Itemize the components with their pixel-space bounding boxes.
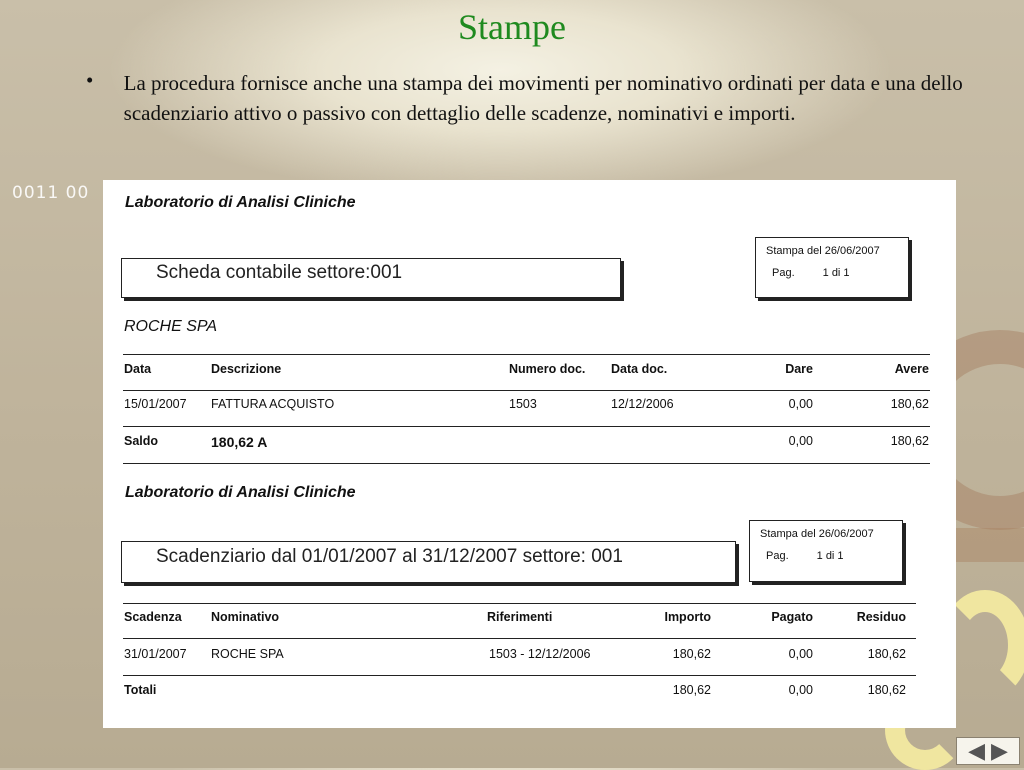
col-header-data: Data: [124, 362, 152, 376]
table-cell: 180,62: [890, 397, 929, 411]
saldo-dare: 0,00: [788, 434, 813, 448]
col-header-data-doc: Data doc.: [611, 362, 668, 376]
table-cell: 1503: [509, 397, 537, 411]
col-header-dare: Dare: [785, 362, 813, 376]
report-title-box: [121, 258, 621, 298]
bullet-icon: •: [86, 68, 94, 92]
report-title: Scadenziario dal 01/01/2007 al 31/12/2007 settore: 001: [156, 546, 623, 567]
col-header-nominativo: Nominativo: [211, 610, 280, 624]
binary-decoration: 0011 00: [12, 183, 90, 203]
page-indicator: [772, 267, 850, 279]
page-label: Pag.: [766, 550, 789, 562]
table-cell: ROCHE SPA: [211, 647, 284, 661]
bullet-text: La procedura fornisce anche una stampa dei movimenti per nominativo ordinati per data e una dello scadenziario attivo o passivo con dettaglio delle scadenze, nominativi e importi.: [123, 71, 963, 125]
table-cell: 0,00: [788, 397, 813, 411]
table-cell: 180,62: [867, 647, 906, 661]
print-info-box: [755, 237, 909, 298]
totali-residuo: 180,62: [867, 683, 906, 697]
table-cell: 15/01/2007: [124, 397, 187, 411]
next-arrow-icon[interactable]: ▶: [991, 738, 1008, 763]
saldo-label: Saldo: [124, 434, 159, 448]
col-header-residuo: Residuo: [856, 610, 906, 624]
col-header-avere: Avere: [894, 362, 929, 376]
page-indicator: [766, 550, 844, 562]
divider: [123, 675, 916, 676]
divider: [123, 354, 930, 355]
totali-label: Totali: [124, 683, 157, 697]
page-value: 1 di 1: [822, 267, 850, 279]
totali-pagato: 0,00: [788, 683, 813, 697]
table-cell: 1503 - 12/12/2006: [489, 647, 591, 661]
table-cell: 31/01/2007: [124, 647, 187, 661]
report-lab-title: Laboratorio di Analisi Cliniche: [125, 194, 356, 211]
divider: [123, 638, 916, 639]
report-title: Scheda contabile settore:001: [156, 262, 403, 283]
saldo-value: 180,62 A: [211, 434, 268, 450]
col-header-importo: Importo: [664, 610, 711, 624]
page-label: Pag.: [772, 267, 795, 279]
print-date: Stampa del 26/06/2007: [766, 245, 880, 257]
col-header-pagato: Pagato: [771, 610, 813, 624]
table-cell: FATTURA ACQUISTO: [211, 397, 335, 411]
totali-importo: 180,62: [672, 683, 711, 697]
print-info-box: [749, 520, 903, 582]
previous-arrow-icon[interactable]: ◀: [968, 738, 985, 763]
table-cell: 12/12/2006: [611, 397, 674, 411]
slide-title: Stampe: [458, 7, 566, 47]
divider: [123, 390, 930, 391]
client-name: ROCHE SPA: [124, 318, 218, 335]
col-header-numero-doc: Numero doc.: [509, 362, 586, 376]
col-header-descrizione: Descrizione: [211, 362, 282, 376]
table-cell: 0,00: [788, 647, 813, 661]
slide-navigation: [956, 737, 1020, 765]
print-date: Stampa del 26/06/2007: [760, 528, 874, 540]
divider: [123, 603, 916, 604]
table-cell: 180,62: [672, 647, 711, 661]
report-lab-title: Laboratorio di Analisi Cliniche: [125, 484, 356, 501]
report-title-box: [121, 541, 736, 583]
report-screenshot: [103, 180, 956, 728]
divider: [123, 426, 930, 427]
page-value: 1 di 1: [816, 550, 844, 562]
col-header-scadenza: Scadenza: [124, 610, 182, 624]
divider: [123, 463, 930, 464]
bullet-item: [86, 68, 966, 128]
col-header-riferimenti: Riferimenti: [487, 610, 553, 624]
saldo-avere: 180,62: [890, 434, 929, 448]
